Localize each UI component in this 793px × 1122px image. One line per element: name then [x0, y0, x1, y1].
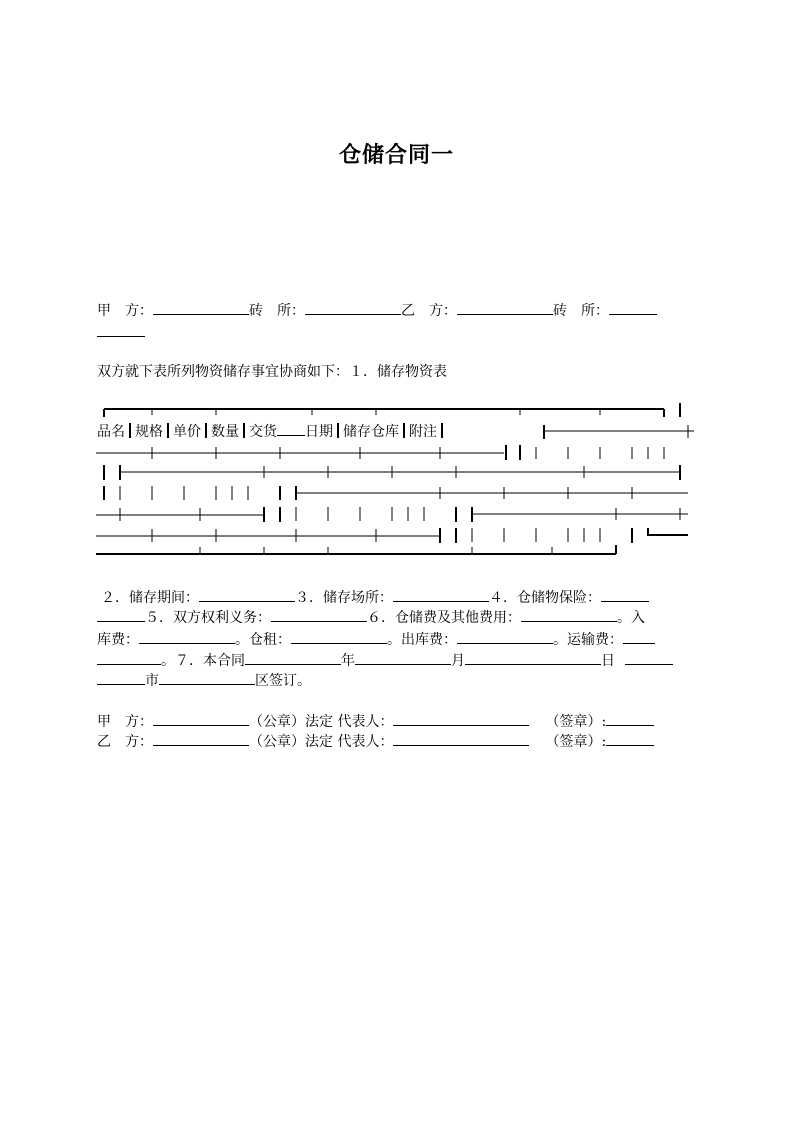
clause-2-label: ２．储存期间： — [101, 590, 199, 606]
sign-b-blank[interactable] — [153, 731, 249, 746]
header-warehouse: 储存仓库 — [343, 424, 399, 440]
column-separator — [243, 423, 245, 438]
sign-a-blank[interactable] — [153, 711, 249, 726]
day-blank[interactable] — [465, 650, 601, 665]
column-separator — [129, 423, 131, 438]
sign-b-sign-blank[interactable] — [606, 731, 654, 746]
clause-line-3 — [97, 629, 655, 650]
sign-b-rep-blank[interactable] — [393, 731, 529, 746]
column-separator — [337, 423, 339, 438]
column-separator — [403, 423, 405, 438]
sign-a-rep-blank[interactable] — [393, 711, 529, 726]
sign-a-label: 甲 方： — [97, 714, 153, 730]
signature-line-a — [97, 711, 654, 732]
insurance-blank-cont[interactable] — [97, 607, 145, 622]
sign-a-seal-label: （公章）法定 代表人： — [249, 714, 394, 730]
party-a-label: 甲 方： — [97, 303, 153, 319]
clause-line-1 — [101, 587, 649, 608]
document-title: 仓储合同一 — [338, 143, 454, 168]
in-fee-label-b: 库费： — [97, 632, 139, 648]
party-b-address-blank-cont[interactable] — [97, 322, 145, 337]
fees-blank[interactable] — [521, 607, 617, 622]
party-b-address-blank[interactable] — [609, 300, 657, 315]
clause-4-label: ４．仓储物保险： — [489, 590, 601, 606]
year-blank[interactable] — [245, 650, 341, 665]
city-label: 市 — [145, 673, 159, 689]
header-unit-price: 单价 — [173, 424, 201, 440]
clause-line-4 — [97, 650, 673, 671]
day-label: 日 — [601, 653, 615, 669]
district-label: 区签订。 — [255, 673, 311, 689]
clause-line-5 — [97, 670, 311, 691]
party-a-address-label: 砖 所： — [249, 303, 305, 319]
sign-a-sign-blank[interactable] — [606, 711, 654, 726]
out-fee-label: 。出库费： — [387, 632, 457, 648]
clause-7-label: 。７．本合同 — [161, 653, 245, 669]
parties-line-cont — [97, 322, 145, 343]
sign-b-label: 乙 方： — [97, 734, 153, 750]
clause-line-2 — [97, 607, 645, 628]
transport-blank-cont[interactable] — [97, 650, 161, 665]
transport-blank[interactable] — [623, 629, 655, 644]
in-fee-label-a: 。入 — [617, 610, 645, 626]
district-blank[interactable] — [159, 670, 255, 685]
intro-text: 双方就下表所列物资储存事宜协商如下：１．储存物资表 — [97, 364, 447, 380]
column-separator — [205, 423, 207, 438]
month-blank[interactable] — [355, 650, 451, 665]
party-a-address-blank[interactable] — [305, 300, 401, 315]
clause-3-label: ３．储存场所： — [295, 590, 393, 606]
rent-blank[interactable] — [291, 629, 387, 644]
party-a-blank[interactable] — [153, 300, 249, 315]
header-remarks: 附注 — [409, 424, 437, 440]
sign-a-sign-label: （签章）: — [545, 714, 607, 730]
table-header-row — [97, 421, 447, 442]
storage-place-blank[interactable] — [393, 587, 489, 602]
column-separator — [167, 423, 169, 438]
year-label: 年 — [341, 653, 355, 669]
rent-label: 。仓租： — [235, 632, 291, 648]
header-delivery: 交货 — [249, 424, 277, 440]
party-b-address-label: 砖 所： — [553, 303, 609, 319]
header-spec: 规格 — [135, 424, 163, 440]
parties-line — [97, 300, 657, 321]
signature-line-b — [97, 731, 654, 752]
sign-b-sign-label: （签章）: — [545, 734, 607, 750]
transport-label: 。运输费： — [553, 632, 623, 648]
insurance-blank[interactable] — [601, 587, 649, 602]
header-name: 品名 — [97, 424, 125, 440]
city-blank-cont[interactable] — [97, 670, 145, 685]
in-fee-blank[interactable] — [139, 629, 235, 644]
header-date: 日期 — [305, 424, 333, 440]
header-underline — [277, 421, 305, 436]
sign-b-seal-label: （公章）法定 代表人： — [249, 734, 394, 750]
rights-blank[interactable] — [271, 607, 367, 622]
header-quantity: 数量 — [211, 424, 239, 440]
party-b-blank[interactable] — [457, 300, 553, 315]
storage-period-blank[interactable] — [199, 587, 295, 602]
clause-5-label: ５．双方权利义务： — [145, 610, 271, 626]
city-blank[interactable] — [625, 650, 673, 665]
month-label: 月 — [451, 653, 465, 669]
clause-6-label: ６．仓储费及其他费用： — [367, 610, 521, 626]
party-b-label: 乙 方： — [401, 303, 457, 319]
column-separator — [441, 423, 443, 438]
out-fee-blank[interactable] — [457, 629, 553, 644]
